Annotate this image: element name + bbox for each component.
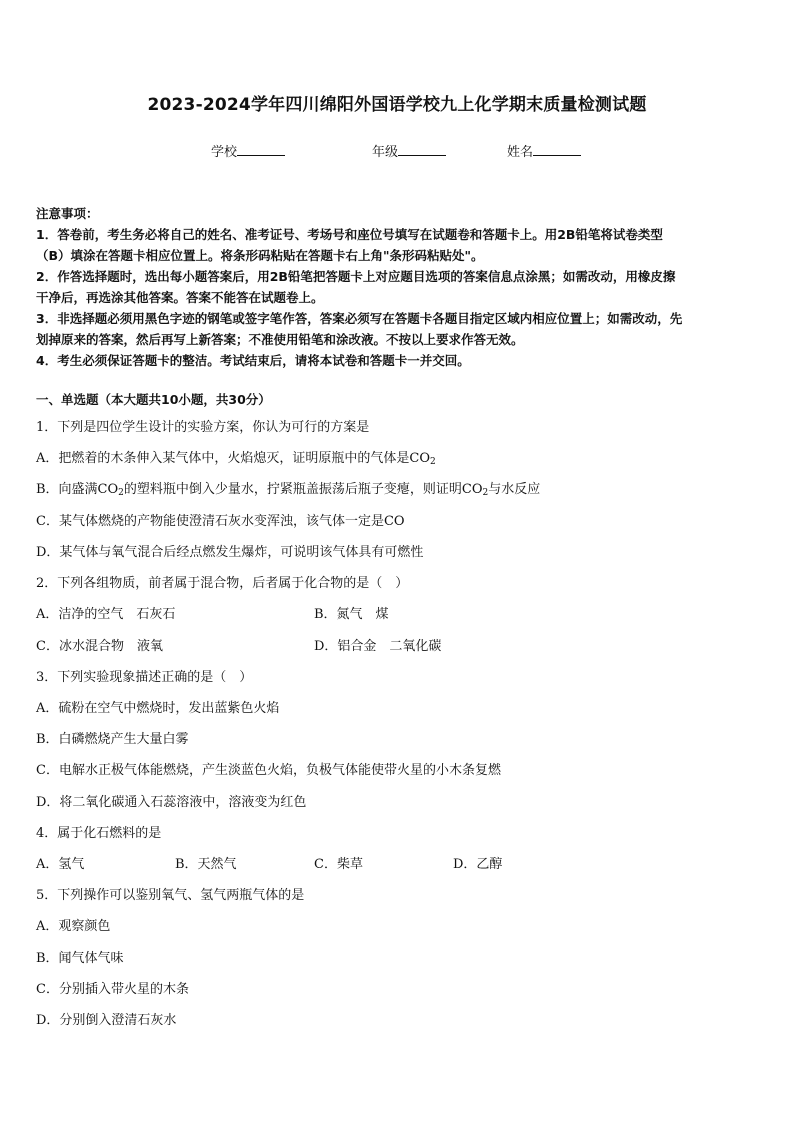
grade-label: 年级: [372, 145, 399, 160]
notes-line: 划掉原来的答案，然后再写上新答案；不准使用铅笔和涂改液。不按以上要求作答无效。: [36, 332, 524, 347]
question-3-stem: 3．下列实验现象描述正确的是（ ）: [36, 670, 253, 685]
notes-line: 干净后，再选涂其他答案。答案不能答在试题卷上。: [36, 290, 324, 305]
notes-line: 3．非选择题必须用黑色字迹的钢笔或签字笔作答，答案必须写在答题卡各题目指定区域内相应位置上；如需改动，先: [36, 311, 683, 326]
question-4-option-b[interactable]: B．天然气: [175, 857, 237, 872]
question-2-option-a[interactable]: A．洁净的空气 石灰石: [36, 607, 176, 622]
school-label: 学校: [211, 145, 238, 160]
subscript: 2: [118, 488, 124, 498]
section-title: 一、单选题（本大题共10小题，共30分）: [36, 392, 271, 407]
option-text: B．向盛满CO: [36, 482, 119, 497]
question-4-option-c[interactable]: C．柴草: [314, 857, 363, 872]
school-field[interactable]: [211, 141, 285, 160]
subscript: 2: [482, 488, 489, 498]
subscript: 2: [430, 457, 436, 467]
option-text: 与水反应: [488, 482, 541, 497]
question-1-option-d[interactable]: D．某气体与氧气混合后经点燃发生爆炸，可说明该气体具有可燃性: [36, 545, 424, 560]
option-text: 的塑料瓶中倒入少量水，拧紧瓶盖振荡后瓶子变瘪，则证明CO: [123, 482, 483, 497]
question-4-option-d[interactable]: D．乙醇: [453, 857, 503, 872]
school-blank[interactable]: [237, 143, 285, 156]
exam-notes: [36, 203, 758, 371]
question-3-option-d[interactable]: D．将二氧化碳通入石蕊溶液中，溶液变为红色: [36, 795, 307, 810]
question-3-option-b[interactable]: B．白磷燃烧产生大量白雾: [36, 732, 189, 747]
option-text: A．把燃着的木条伸入某气体中，火焰熄灭，证明原瓶中的气体是CO: [36, 451, 430, 466]
question-5-option-b[interactable]: B．闻气体气味: [36, 951, 124, 966]
question-3-option-c[interactable]: C．电解水正极气体能燃烧，产生淡蓝色火焰，负极气体能使带火星的小木条复燃: [36, 763, 501, 778]
question-1-option-b[interactable]: [36, 478, 540, 497]
question-5-stem: 5．下列操作可以鉴别氧气、氢气两瓶气体的是: [36, 888, 305, 903]
notes-line: 4．考生必须保证答题卡的整洁。考试结束后，请将本试卷和答题卡一并交回。: [36, 353, 470, 368]
grade-blank[interactable]: [398, 143, 446, 156]
student-info-row: [0, 141, 794, 161]
notes-line: 1．答卷前，考生务必将自己的姓名、准考证号、考场号和座位号填写在试题卷和答题卡上。用2B铅笔将试卷类型: [36, 227, 663, 242]
question-5-option-a[interactable]: A．观察颜色: [36, 919, 111, 934]
question-4-stem: 4．属于化石燃料的是: [36, 826, 162, 841]
question-1-option-a[interactable]: [36, 447, 436, 466]
grade-field[interactable]: [372, 141, 446, 160]
name-label: 姓名: [507, 145, 534, 160]
notes-line: 2．作答选择题时，选出每小题答案后，用2B铅笔把答题卡上对应题目选项的答案信息点涂黑；如需改动，用橡皮擦: [36, 269, 676, 284]
question-4-option-a[interactable]: A．氢气: [36, 857, 85, 872]
question-5-option-d[interactable]: D．分别倒入澄清石灰水: [36, 1013, 177, 1028]
question-2-option-c[interactable]: C．冰水混合物 液氧: [36, 639, 163, 654]
name-field[interactable]: [507, 141, 581, 160]
question-2-stem: 2．下列各组物质，前者属于混合物，后者属于化合物的是（ ）: [36, 576, 409, 591]
notes-heading: 注意事项：: [36, 206, 99, 221]
question-5-option-c[interactable]: C．分别插入带火星的木条: [36, 982, 189, 997]
question-1-stem: 1．下列是四位学生设计的实验方案，你认为可行的方案是: [36, 420, 370, 435]
notes-line: （B）填涂在答题卡相应位置上。将条形码粘贴在答题卡右上角"条形码粘贴处"。: [36, 248, 484, 263]
question-2-option-d[interactable]: D．铝合金 二氧化碳: [314, 639, 442, 654]
question-1-option-c[interactable]: C．某气体燃烧的产物能使澄清石灰水变浑浊，该气体一定是CO: [36, 514, 405, 529]
name-blank[interactable]: [533, 143, 581, 156]
question-2-option-b[interactable]: B．氮气 煤: [314, 607, 389, 622]
exam-title: 2023-2024学年四川绵阳外国语学校九上化学期末质量检测试题: [147, 95, 647, 115]
question-3-option-a[interactable]: A．硫粉在空气中燃烧时，发出蓝紫色火焰: [36, 701, 280, 716]
